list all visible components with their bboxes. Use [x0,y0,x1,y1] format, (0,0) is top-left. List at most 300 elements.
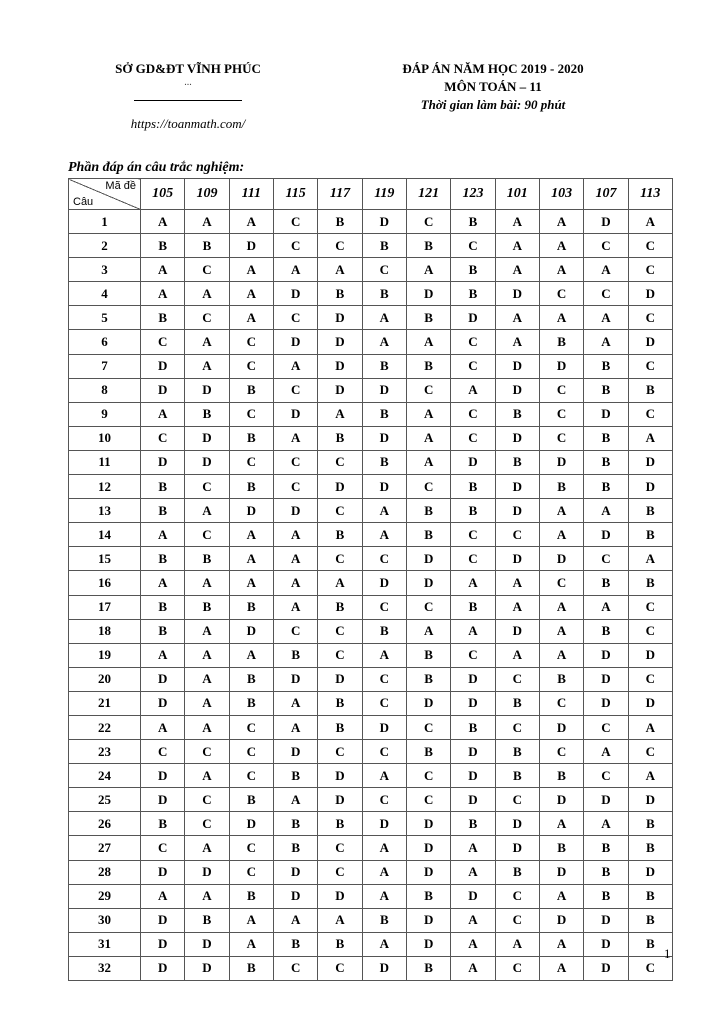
table-row [69,764,673,788]
answer-cell: B [628,378,672,402]
answer-cell: D [362,812,406,836]
answer-cell: B [539,764,583,788]
answer-cell: A [539,619,583,643]
answer-cell: D [141,691,185,715]
answer-cell: A [141,523,185,547]
answer-cell: B [141,619,185,643]
answer-cell: D [584,210,628,234]
question-number: 15 [69,547,141,571]
answer-cell: B [539,475,583,499]
question-number: 26 [69,812,141,836]
answer-cell: C [273,956,317,980]
answer-cell: D [141,354,185,378]
source-url: https://toanmath.com/ [130,116,246,131]
answer-cell: C [495,523,539,547]
table-row [69,812,673,836]
answer-cell: D [406,571,450,595]
answer-cell: A [495,258,539,282]
answer-cell: B [406,884,450,908]
answer-cell: A [229,282,273,306]
question-number: 27 [69,836,141,860]
answer-cell: B [362,402,406,426]
answer-cell: A [273,715,317,739]
answer-cell: B [451,258,495,282]
answer-cell: A [185,330,229,354]
answer-cell: C [406,378,450,402]
answer-cell: C [318,836,362,860]
header-left [88,60,288,132]
answer-cell: C [362,691,406,715]
exam-code-header: 111 [229,179,273,210]
answer-cell: B [362,354,406,378]
answer-cell: B [185,908,229,932]
answer-cell: C [584,234,628,258]
answer-cell: A [539,523,583,547]
table-row [69,788,673,812]
answer-cell: C [628,258,672,282]
table-row [69,450,673,474]
answer-cell: B [273,812,317,836]
answer-cell: A [584,812,628,836]
answer-cell: B [362,450,406,474]
answer-cell: A [141,210,185,234]
answer-cell: A [495,932,539,956]
answer-cell: B [495,691,539,715]
answer-cell: B [451,715,495,739]
answer-cell: D [406,282,450,306]
answer-cell: C [495,788,539,812]
answer-cell: C [273,450,317,474]
answer-cell: D [584,667,628,691]
answer-cell: A [495,643,539,667]
answer-cell: B [273,764,317,788]
answer-cell: C [539,740,583,764]
answer-cell: B [451,475,495,499]
answer-cell: B [318,812,362,836]
table-row [69,667,673,691]
answer-cell: C [539,426,583,450]
answer-cell: A [495,595,539,619]
table-row [69,210,673,234]
answer-cell: B [362,282,406,306]
answer-cell: A [273,426,317,450]
answer-cell: D [495,475,539,499]
answer-cell: D [539,908,583,932]
answer-cell: C [318,234,362,258]
answer-cell: B [318,210,362,234]
answer-cell: B [584,450,628,474]
answer-cell: A [362,932,406,956]
answer-cell: B [628,932,672,956]
answer-cell: A [362,499,406,523]
answer-cell: A [273,908,317,932]
answer-cell: C [584,547,628,571]
table-row [69,740,673,764]
table-row [69,691,673,715]
answer-cell: A [141,282,185,306]
answer-cell: D [584,402,628,426]
answer-cell: A [185,764,229,788]
answer-cell: B [362,908,406,932]
answer-cell: C [229,860,273,884]
answer-cell: C [273,378,317,402]
table-row [69,426,673,450]
answer-cell: D [584,788,628,812]
answer-cell: A [539,306,583,330]
answer-cell: A [273,571,317,595]
question-number: 31 [69,932,141,956]
table-row [69,884,673,908]
answer-cell: C [185,812,229,836]
answer-cell: A [406,426,450,450]
answer-cell: D [273,740,317,764]
answer-cell: A [362,523,406,547]
answer-cell: A [406,330,450,354]
question-number: 11 [69,450,141,474]
question-number: 8 [69,378,141,402]
answer-cell: C [185,306,229,330]
answer-cell: B [495,764,539,788]
exam-code-header: 107 [584,179,628,210]
answer-cell: C [273,475,317,499]
answer-cell: A [362,643,406,667]
answer-cell: C [318,740,362,764]
answer-cell: D [628,860,672,884]
answer-cell: D [362,571,406,595]
answer-cell: A [539,643,583,667]
answer-cell: C [273,619,317,643]
answer-cell: B [273,836,317,860]
answer-cell: B [273,643,317,667]
answer-cell: C [318,956,362,980]
answer-cell: A [451,860,495,884]
answer-cell: D [273,884,317,908]
exam-duration: Thời gian làm bài: 90 phút [420,97,566,112]
answer-cell: B [229,956,273,980]
answer-cell: D [628,330,672,354]
answer-cell: A [584,306,628,330]
answer-cell: B [451,282,495,306]
answer-cell: D [539,450,583,474]
table-row [69,595,673,619]
answer-cell: A [539,812,583,836]
answer-cell: C [451,643,495,667]
answer-cell: A [628,547,672,571]
answer-cell: A [273,595,317,619]
question-number: 28 [69,860,141,884]
answer-cell: C [539,571,583,595]
answer-cell: B [628,884,672,908]
answer-cell: D [273,330,317,354]
answer-cell: A [539,258,583,282]
answer-cell: C [628,595,672,619]
answer-cell: A [539,932,583,956]
question-number: 32 [69,956,141,980]
answer-cell: D [362,956,406,980]
answer-cell: A [185,667,229,691]
answer-cell: C [628,354,672,378]
answer-cell: A [185,282,229,306]
answer-cell: B [584,378,628,402]
answer-cell: D [318,354,362,378]
table-row [69,643,673,667]
answer-cell: C [406,715,450,739]
answer-cell: B [318,282,362,306]
answer-cell: C [318,450,362,474]
answer-cell: B [406,234,450,258]
answer-cell: D [628,475,672,499]
answer-cell: C [185,475,229,499]
question-number: 19 [69,643,141,667]
answer-cell: C [185,740,229,764]
answer-cell: A [273,354,317,378]
exam-code-header: 117 [318,179,362,210]
answer-cell: A [185,715,229,739]
table-row [69,619,673,643]
answer-cell: C [539,402,583,426]
answer-cell: D [362,210,406,234]
answer-cell: B [141,547,185,571]
answer-cell: C [362,740,406,764]
answer-cell: B [539,836,583,860]
answer-cell: B [628,836,672,860]
answer-cell: D [318,667,362,691]
answer-cell: C [451,523,495,547]
answer-cell: B [318,426,362,450]
header-right [370,60,616,114]
exam-code-header: 105 [141,179,185,210]
question-number: 6 [69,330,141,354]
answer-cell: D [628,788,672,812]
table-row [69,715,673,739]
answer-cell: A [451,908,495,932]
question-number: 1 [69,210,141,234]
answer-cell: A [185,691,229,715]
answer-cell: C [628,234,672,258]
answer-cell: A [628,210,672,234]
page-number: 1 [664,946,671,961]
answer-cell: A [628,426,672,450]
answer-cell: D [229,619,273,643]
answer-cell: C [628,619,672,643]
answer-cell: D [495,426,539,450]
answer-cell: A [584,258,628,282]
answer-cell: C [451,426,495,450]
answer-cell: A [495,330,539,354]
answer-cell: C [628,306,672,330]
question-number: 3 [69,258,141,282]
answer-cell: C [362,547,406,571]
answer-cell: C [229,836,273,860]
answer-cell: A [273,258,317,282]
answer-cell: D [584,643,628,667]
answer-cell: A [185,619,229,643]
question-number: 23 [69,740,141,764]
answer-cell: C [362,595,406,619]
answer-cell: D [451,764,495,788]
answer-cell: D [495,499,539,523]
answer-cell: D [495,619,539,643]
header-divider [134,100,242,101]
answer-cell: B [628,571,672,595]
answer-cell: A [185,210,229,234]
question-number: 5 [69,306,141,330]
answer-cell: C [495,908,539,932]
answer-cell: B [406,306,450,330]
answer-cell: B [584,884,628,908]
answer-cell: B [229,691,273,715]
answer-cell: B [584,619,628,643]
answer-cell: B [451,812,495,836]
answer-cell: A [495,306,539,330]
answer-cell: D [141,788,185,812]
corner-label-code: Mã đề [105,180,136,192]
answer-cell: D [185,860,229,884]
answer-cell: A [495,571,539,595]
answer-cell: B [451,595,495,619]
answer-cell: D [451,667,495,691]
answer-cell: D [539,547,583,571]
answer-cell: B [406,956,450,980]
table-row [69,378,673,402]
answer-cell: B [318,715,362,739]
table-row [69,282,673,306]
answer-cell: B [229,378,273,402]
answer-cell: B [406,740,450,764]
answer-cell: A [362,330,406,354]
answer-cell: C [628,740,672,764]
answer-cell: C [229,354,273,378]
answer-cell: A [539,956,583,980]
answer-cell: B [362,234,406,258]
answer-cell: C [406,595,450,619]
answer-cell: B [141,812,185,836]
answer-cell: C [141,426,185,450]
table-row [69,306,673,330]
answer-cell: B [141,595,185,619]
table-row [69,258,673,282]
answer-cell: B [185,234,229,258]
answer-cell: B [185,547,229,571]
answer-cell: C [185,258,229,282]
answer-cell: D [141,764,185,788]
answer-cell: C [451,354,495,378]
table-row [69,523,673,547]
exam-code-header: 103 [539,179,583,210]
answer-cell: D [318,330,362,354]
answer-cell: A [141,258,185,282]
answer-cell: A [495,234,539,258]
answer-cell: C [584,764,628,788]
answer-cell: A [229,306,273,330]
answer-cell: A [451,571,495,595]
answer-cell: D [451,788,495,812]
answer-cell: D [229,812,273,836]
answer-cell: C [495,884,539,908]
answer-cell: D [273,667,317,691]
answer-cell: C [318,860,362,884]
answer-cell: D [273,860,317,884]
answer-cell: D [141,908,185,932]
answer-cell: D [451,691,495,715]
answer-cell: D [229,499,273,523]
answer-cell: B [451,210,495,234]
answer-cell: C [273,306,317,330]
answer-cell: D [451,306,495,330]
answer-cell: B [229,788,273,812]
question-number: 18 [69,619,141,643]
answer-cell: C [141,740,185,764]
answer-cell: A [451,619,495,643]
question-number: 4 [69,282,141,306]
table-row [69,402,673,426]
answer-cell: B [584,426,628,450]
answer-cell: C [451,330,495,354]
answer-cell: C [539,282,583,306]
exam-code-header: 113 [628,179,672,210]
answer-cell: B [141,499,185,523]
table-row [69,932,673,956]
answer-cell: D [318,884,362,908]
table-row [69,571,673,595]
subject-line: MÔN TOÁN – 11 [444,79,542,94]
answer-cell: A [451,956,495,980]
question-number: 21 [69,691,141,715]
table-row [69,354,673,378]
exam-code-header: 121 [406,179,450,210]
answer-cell: A [362,860,406,884]
question-number: 20 [69,667,141,691]
answer-cell: D [451,450,495,474]
answer-cell: C [406,788,450,812]
answer-cell: D [141,378,185,402]
answer-cell: B [628,499,672,523]
table-row [69,475,673,499]
answer-cell: B [318,691,362,715]
question-number: 10 [69,426,141,450]
answer-cell: D [539,860,583,884]
answer-cell: A [539,210,583,234]
answer-cell: D [229,234,273,258]
exam-code-header: 115 [273,179,317,210]
answer-cell: B [628,908,672,932]
answer-cell: C [229,740,273,764]
answer-cell: C [318,619,362,643]
answer-cell: D [318,764,362,788]
answer-cell: D [628,450,672,474]
answer-cell: B [451,499,495,523]
answer-cell: C [318,499,362,523]
answer-cell: A [584,499,628,523]
answer-cell: C [495,667,539,691]
answer-cell: D [273,402,317,426]
answer-cell: A [185,643,229,667]
table-row [69,956,673,980]
answer-cell: A [406,619,450,643]
answer-cell: D [141,860,185,884]
answer-cell: B [406,354,450,378]
answer-cell: C [362,667,406,691]
exam-code-header: 101 [495,179,539,210]
answer-cell: B [539,667,583,691]
answer-cell: D [406,860,450,884]
answer-cell: A [229,523,273,547]
answer-cell: A [141,571,185,595]
answer-cell: A [318,908,362,932]
answer-cell: C [318,643,362,667]
answer-cell: B [406,499,450,523]
answer-cell: C [141,836,185,860]
